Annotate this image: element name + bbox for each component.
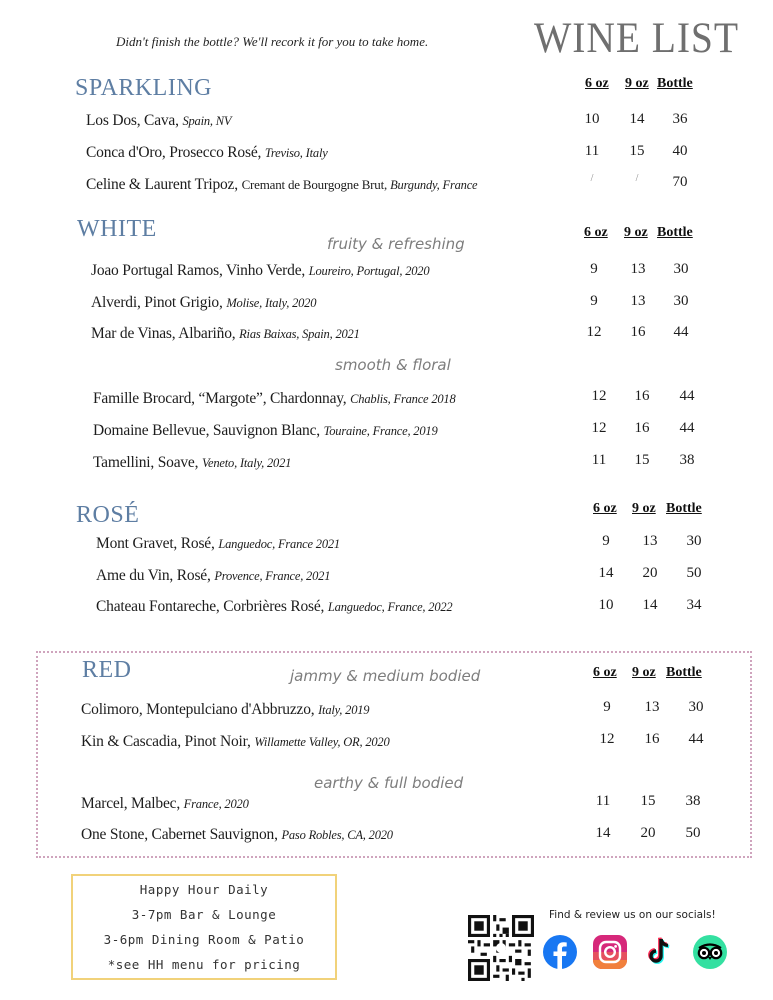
price-bottle: 50 [685, 825, 701, 841]
wine-name: Marcel, Malbec, [81, 795, 184, 812]
wine-origin: Provence, France, 2021 [214, 569, 331, 583]
price-6oz: 9 [603, 699, 611, 715]
col-bottle: Bottle [666, 665, 702, 680]
wine-row [81, 733, 390, 751]
price-6oz: 12 [599, 731, 615, 747]
col-bottle: Bottle [666, 501, 702, 516]
wine-origin: Willamette Valley, OR, 2020 [254, 735, 390, 749]
price-6oz: 14 [595, 825, 611, 841]
wine-row [93, 454, 291, 472]
wine-origin: France, 2020 [183, 797, 249, 811]
wine-row [81, 795, 249, 813]
wine-row [81, 826, 393, 844]
happy-hour-title: Happy Hour Daily [139, 882, 269, 897]
wine-origin: Rias Baixas, Spain, 2021 [239, 327, 360, 341]
price-9oz: 13 [630, 261, 646, 277]
col-6oz: 6 oz [593, 665, 617, 680]
price-6oz: 10 [598, 597, 614, 613]
price-6oz: 9 [590, 261, 598, 277]
wine-name: Colimoro, Montepulciano d'Abbruzzo, [81, 701, 319, 718]
price-bottle: 30 [686, 533, 702, 549]
price-9oz: 13 [644, 699, 660, 715]
wine-origin: Languedoc, France 2021 [218, 537, 340, 551]
price-bottle: 70 [672, 174, 688, 190]
wine-name: Joao Portugal Ramos, Vinho Verde, [91, 262, 309, 279]
section-heading-sparkling: SPARKLING [75, 75, 212, 101]
wine-name: Mar de Vinas, Albariño, [91, 325, 240, 342]
wine-row [86, 112, 231, 130]
price-bottle: 40 [672, 143, 688, 159]
price-9oz: 13 [642, 533, 658, 549]
col-6oz: 6 oz [593, 501, 617, 516]
wine-origin: Languedoc, France, 2022 [327, 600, 453, 614]
wine-row [96, 535, 340, 553]
wine-origin: Spain, NV [182, 114, 232, 128]
price-6oz: 14 [598, 565, 614, 581]
wine-name: Alverdi, Pinot Grigio, [91, 294, 227, 311]
price-bottle: 44 [679, 420, 695, 436]
wine-row [86, 144, 328, 162]
socials-caption: Find & review us on our socials! [549, 909, 716, 921]
wine-name: Mont Gravet, Rosé, [96, 535, 219, 552]
price-6oz: 12 [591, 388, 607, 404]
price-bottle: 44 [688, 731, 704, 747]
page-title: WINE LIST [534, 15, 739, 62]
wine-row [93, 390, 456, 408]
section-heading-white: WHITE [77, 216, 157, 242]
wine-row [91, 325, 360, 343]
price-9oz: 20 [640, 825, 656, 841]
qr-code-icon[interactable] [468, 915, 534, 981]
price-bottle: 30 [673, 293, 689, 309]
wine-origin: Touraine, France, 2019 [323, 424, 438, 438]
price-9oz: 20 [642, 565, 658, 581]
wine-origin: Molise, Italy, 2020 [226, 296, 317, 310]
wine-origin: Veneto, Italy, 2021 [201, 456, 292, 470]
col-9oz: 9 oz [632, 665, 656, 680]
style-note: smooth & floral [335, 356, 451, 374]
facebook-icon[interactable] [542, 934, 578, 970]
wine-name: One Stone, Cabernet Sauvignon, [81, 826, 282, 843]
col-9oz: 9 oz [632, 501, 656, 516]
style-note: fruity & refreshing [327, 235, 465, 253]
price-6oz: 12 [591, 420, 607, 436]
wine-row [81, 701, 369, 719]
happy-hour-dining: 3-6pm Dining Room & Patio [103, 932, 305, 947]
tiktok-icon[interactable] [642, 934, 678, 970]
section-heading-rose: ROSÉ [76, 502, 140, 528]
col-6oz: 6 oz [584, 225, 608, 240]
price-bottle: 34 [686, 597, 702, 613]
price-bottle: 44 [679, 388, 695, 404]
wine-name: Domaine Bellevue, Sauvignon Blanc, [93, 422, 324, 439]
price-9oz: 16 [634, 420, 650, 436]
price-6oz: 10 [584, 111, 600, 127]
price-6oz: 11 [584, 143, 600, 159]
wine-style: Cremant de Bourgogne Brut, [241, 177, 391, 192]
price-bottle: 38 [685, 793, 701, 809]
wine-name: Celine & Laurent Tripoz, [86, 176, 242, 193]
price-9oz: 14 [642, 597, 658, 613]
price-6oz: 11 [595, 793, 611, 809]
col-6oz: 6 oz [585, 76, 609, 91]
wine-origin: Burgundy, France [390, 178, 478, 192]
col-9oz: 9 oz [625, 76, 649, 91]
price-9oz: 16 [644, 731, 660, 747]
price-bottle: 50 [686, 565, 702, 581]
wine-name: Los Dos, Cava, [86, 112, 183, 129]
wine-origin: Paso Robles, CA, 2020 [281, 828, 393, 842]
section-heading-red: RED [82, 657, 132, 683]
wine-origin: Treviso, Italy [264, 146, 328, 160]
price-bottle: 36 [672, 111, 688, 127]
happy-hour-note: *see HH menu for pricing [107, 957, 301, 972]
wine-row [96, 567, 330, 585]
wine-origin: Chablis, France 2018 [350, 392, 456, 406]
wine-name: Kin & Cascadia, Pinot Noir, [81, 733, 255, 750]
wine-name: Chateau Fontareche, Corbrières Rosé, [96, 598, 328, 615]
wine-row [91, 262, 429, 280]
price-9oz: 14 [629, 111, 645, 127]
wine-name: Tamellini, Soave, [93, 454, 202, 471]
price-6oz: 11 [591, 452, 607, 468]
price-9oz: / [635, 173, 639, 184]
wine-name: Conca d'Oro, Prosecco Rosé, [86, 144, 265, 161]
price-6oz: 9 [602, 533, 610, 549]
wine-origin: Loureiro, Portugal, 2020 [308, 264, 430, 278]
happy-hour-bar: 3-7pm Bar & Lounge [131, 907, 277, 922]
style-note: jammy & medium bodied [290, 667, 481, 685]
price-bottle: 30 [688, 699, 704, 715]
price-6oz: / [590, 173, 594, 184]
col-9oz: 9 oz [624, 225, 648, 240]
price-bottle: 30 [673, 261, 689, 277]
wine-name: Ame du Vin, Rosé, [96, 567, 215, 584]
wine-row [93, 422, 438, 440]
wine-row [96, 598, 452, 616]
instagram-icon[interactable] [592, 934, 628, 970]
wine-row [91, 294, 316, 312]
price-9oz: 15 [634, 452, 650, 468]
wine-origin: Italy, 2019 [318, 703, 370, 717]
price-6oz: 9 [590, 293, 598, 309]
col-bottle: Bottle [657, 76, 693, 91]
price-9oz: 13 [630, 293, 646, 309]
price-9oz: 16 [634, 388, 650, 404]
price-9oz: 15 [629, 143, 645, 159]
col-bottle: Bottle [657, 225, 693, 240]
recork-tagline: Didn't finish the bottle? We'll recork it for you to take home. [116, 34, 429, 49]
price-6oz: 12 [586, 324, 602, 340]
price-bottle: 38 [679, 452, 695, 468]
price-bottle: 44 [673, 324, 689, 340]
price-9oz: 15 [640, 793, 656, 809]
wine-row [86, 176, 477, 194]
wine-name: Famille Brocard, “Margote”, Chardonnay, [93, 390, 351, 407]
tripadvisor-icon[interactable] [692, 934, 728, 970]
price-9oz: 16 [630, 324, 646, 340]
style-note: earthy & full bodied [314, 774, 464, 792]
